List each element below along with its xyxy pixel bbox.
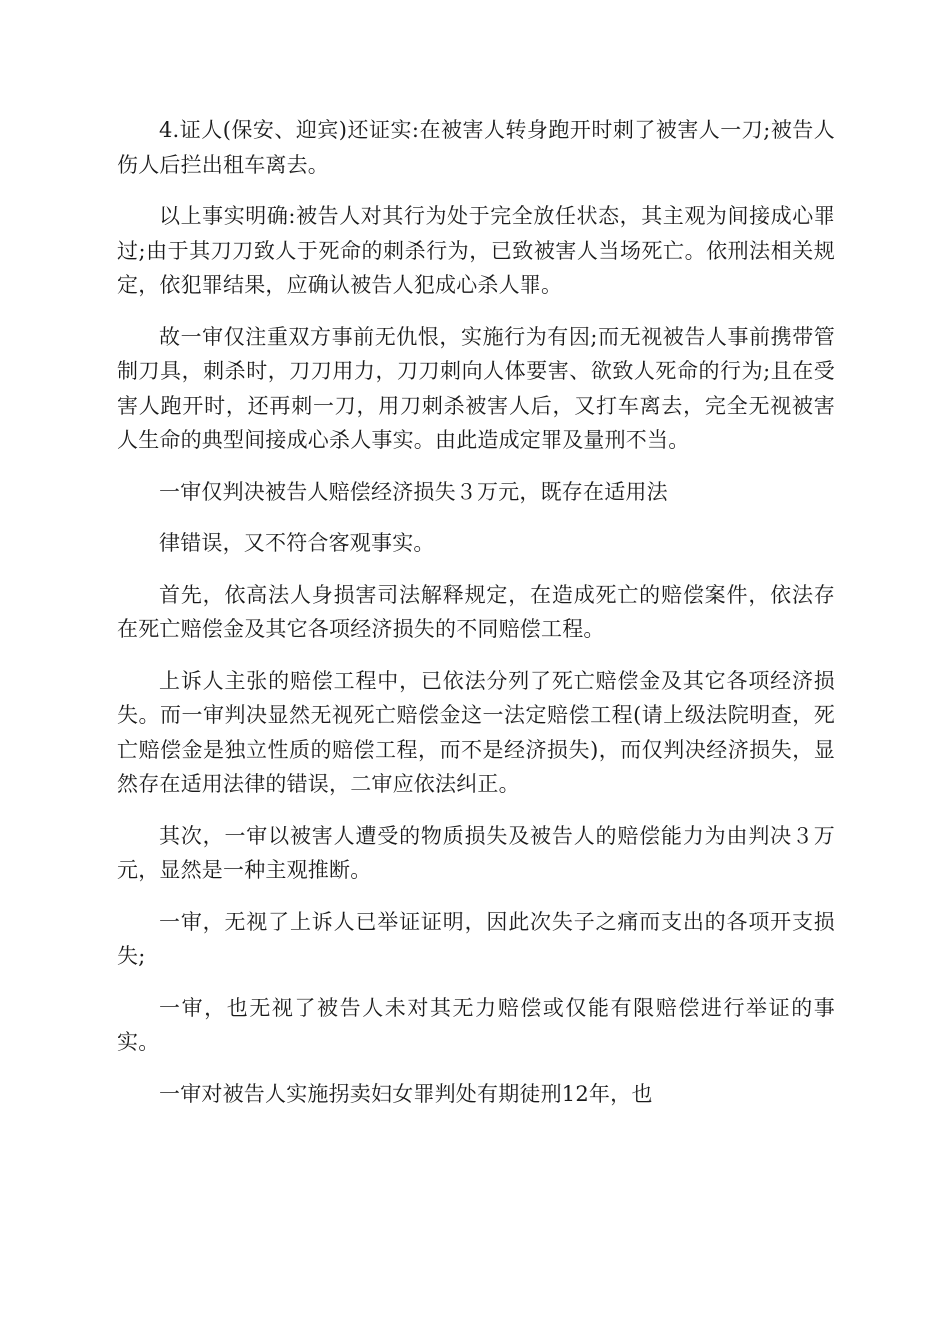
- paragraph-first-point: 首先，依高法人身损害司法解释规定，在造成死亡的赔偿案件，依法存在死亡赔偿金及其它各项经济损失的不同赔偿工程。: [117, 582, 835, 641]
- paragraph-compensation-intro: 一审仅判决被告人赔偿经济损失３万元，既存在适用法: [159, 479, 668, 504]
- paragraph-compensation-intro-cont: 律错误，又不符合客观事实。: [159, 531, 435, 555]
- paragraph-ignored-evidence: 一审，也无视了被告人未对其无力赔偿或仅能有限赔偿进行举证的事实。: [117, 995, 835, 1054]
- paragraph-facts-conclusion: 以上事实明确:被告人对其行为处于完全放任状态，其主观为间接成心罪过;由于其刀刀致人于死命的刺杀行为，已致被害人当场死亡。依刑法相关规定，依犯罪结果，应确认被告人犯成心杀人罪。: [117, 204, 835, 297]
- paragraph-appellant-claim: 上诉人主张的赔偿工程中，已依法分列了死亡赔偿金及其它各项经济损失。而一审判决显然无视死亡赔偿金这一法定赔偿工程(请上级法院明查，死亡赔偿金是独立性质的赔偿工程，而不是经济损失)，而仅判决经济损失，显然存在适用法律的错误，二审应依法纠正。: [117, 668, 835, 796]
- paragraph-sentence: 一审对被告人实施拐卖妇女罪判处有期徒刑12年，也: [159, 1081, 653, 1106]
- document-body: [117, 113, 835, 1128]
- paragraph-ignored-expenses: 一审，无视了上诉人已举证证明，因此次失子之痛而支出的各项开支损失;: [117, 909, 835, 968]
- paragraph-second-point: 其次，一审以被害人遭受的物质损失及被告人的赔偿能力为由判决３万元，显然是一种主观推断。: [117, 823, 835, 882]
- paragraph-first-instance-error: 故一审仅注重双方事前无仇恨，实施行为有因;而无视被告人事前携带管制刀具，刺杀时，刀刀用力，刀刀刺向人体要害、欲致人死命的行为;且在受害人跑开时，还再刺一刀，用刀刺杀被害人后，又打车离去，完全无视被害人生命的典型间接成心杀人事实。由此造成定罪及量刑不当。: [117, 324, 835, 452]
- paragraph-witness: 4.证人(保安、迎宾)还证实:在被害人转身跑开时刺了被害人一刀;被告人伤人后拦出租车离去。: [117, 118, 835, 177]
